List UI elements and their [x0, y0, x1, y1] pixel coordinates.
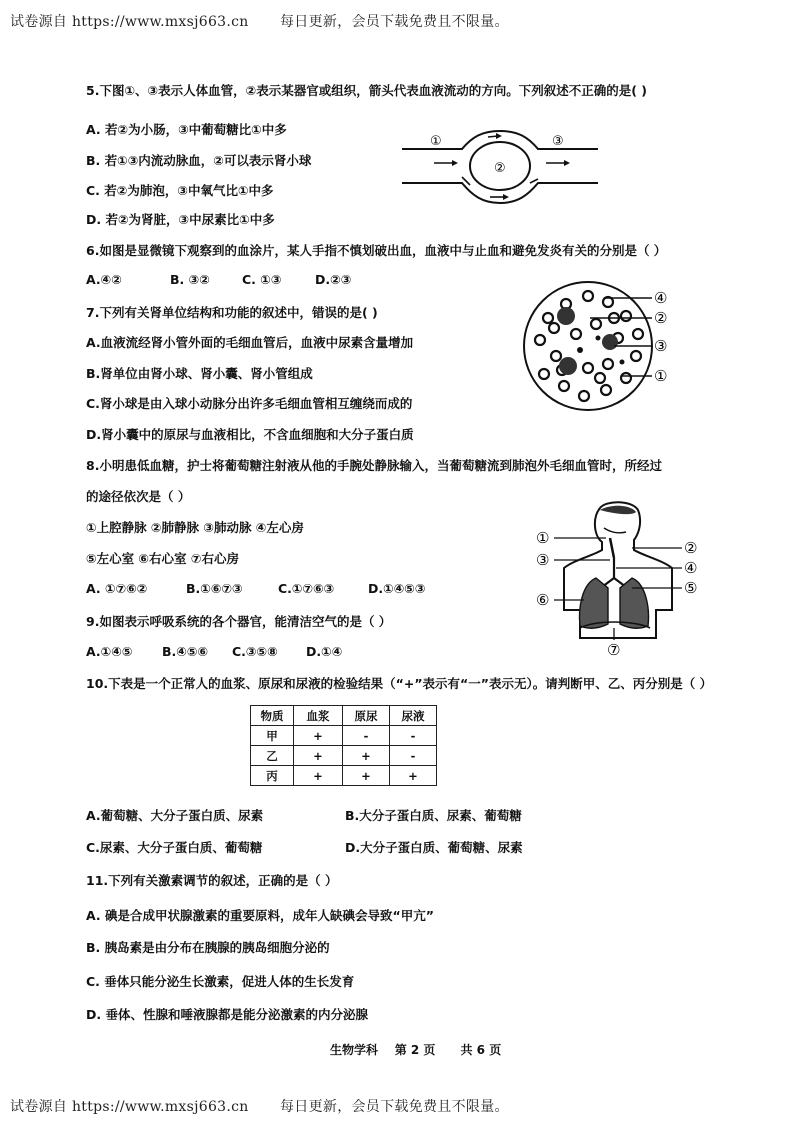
smear-label-3: ③	[654, 337, 668, 355]
table-cell: 甲	[251, 726, 294, 746]
q5-option-a: A. 若②为小肠，③中葡萄糖比①中多	[86, 122, 287, 137]
table-cell: +	[294, 766, 343, 786]
q5-option-c: C. 若②为肺泡，③中氧气比①中多	[86, 183, 274, 198]
watermark-bottom-site: 试卷源自 https://www.mxsj663.cn	[10, 1099, 249, 1115]
table-cell: +	[343, 746, 390, 766]
resp-label-5: ⑤	[684, 579, 698, 597]
resp-label-7: ⑦	[607, 641, 621, 658]
q11-option-b: B. 胰岛素是由分布在胰腺的胰岛细胞分泌的	[86, 940, 330, 955]
q8-items-line2: ⑤左心室 ⑥右心室 ⑦右心房	[86, 551, 239, 566]
q6-option-d: D.②③	[315, 272, 352, 287]
q10-result-table	[250, 705, 437, 786]
q6-option-a: A.④②	[86, 272, 122, 287]
table-cell: -	[390, 726, 437, 746]
resp-label-4: ④	[684, 559, 698, 577]
q11-option-a: A. 碘是合成甲状腺激素的重要原料，成年人缺碘会导致“甲亢”	[86, 908, 434, 923]
resp-label-1: ①	[536, 529, 550, 547]
table-cell: 乙	[251, 746, 294, 766]
vessel-label-3: ③	[552, 134, 564, 149]
q11-option-c: C. 垂体只能分泌生长激素，促进人体的生长发育	[86, 974, 355, 989]
q10-option-a: A.葡萄糖、大分子蛋白质、尿素	[86, 808, 264, 823]
q9-option-b: B.④⑤⑥	[162, 644, 209, 659]
table-header-row	[251, 706, 437, 726]
table-row	[251, 726, 437, 746]
q7-option-b: B.肾单位由肾小球、肾小囊、肾小管组成	[86, 366, 313, 381]
q7-option-c: C.肾小球是由入球小动脉分出许多毛细血管相互缠绕而成的	[86, 396, 413, 411]
watermark-top-site: 试卷源自 https://www.mxsj663.cn	[10, 14, 249, 30]
table-cell: +	[390, 766, 437, 786]
q7-option-d: D.肾小囊中的原尿与血液相比，不含血细胞和大分子蛋白质	[86, 427, 414, 442]
table-cell: 丙	[251, 766, 294, 786]
table-row	[251, 746, 437, 766]
table-cell: -	[390, 746, 437, 766]
blood-smear-diagram	[518, 278, 718, 418]
q8-option-a: A. ①⑦⑥②	[86, 581, 148, 596]
q8-stem-line2: 的途径依次是（ ）	[86, 489, 191, 504]
resp-label-2: ②	[684, 539, 698, 557]
blood-vessel-diagram	[400, 125, 600, 210]
q9-option-a: A.①④⑤	[86, 644, 133, 659]
vessel-label-1: ①	[430, 134, 442, 149]
q7-stem: 7.下列有关肾单位结构和功能的叙述中，错误的是( )	[86, 305, 378, 320]
q5-option-d: D. 若②为肾脏，③中尿素比①中多	[86, 212, 275, 227]
q8-option-d: D.①④⑤③	[368, 581, 426, 596]
q11-stem: 11.下列有关激素调节的叙述，正确的是（ ）	[86, 873, 338, 888]
resp-label-6: ⑥	[536, 591, 550, 609]
q6-stem: 6.如图是显微镜下观察到的血涂片，某人手指不慎划破出血，血液中与止血和避免发炎有关的分别是（ ）	[86, 243, 667, 258]
q7-option-a: A.血液流经肾小管外面的毛细血管后，血液中尿素含量增加	[86, 335, 414, 350]
q9-stem: 9.如图表示呼吸系统的各个器官，能清洁空气的是（ ）	[86, 614, 392, 629]
q11-option-d: D. 垂体、性腺和唾液腺都是能分泌激素的内分泌腺	[86, 1007, 368, 1022]
table-header-cell: 物质	[251, 706, 294, 726]
q5-stem: 5.下图①、③表示人体血管，②表示某器官或组织，箭头代表血液流动的方向。下列叙述不正确的是( )	[86, 83, 647, 98]
q10-option-d: D.大分子蛋白质、葡萄糖、尿素	[345, 840, 523, 855]
q10-option-c: C.尿素、大分子蛋白质、葡萄糖	[86, 840, 263, 855]
table-cell: -	[343, 726, 390, 746]
q8-items-line1: ①上腔静脉 ②肺静脉 ③肺动脉 ④左心房	[86, 520, 304, 535]
vessel-label-2: ②	[494, 161, 506, 176]
q10-stem: 10.下表是一个正常人的血浆、原尿和尿液的检验结果（“+”表示有“一”表示无）。请判断甲、乙、丙分别是（ ）	[86, 676, 713, 691]
respiratory-system-diagram	[534, 498, 714, 658]
table-header-cell: 血浆	[294, 706, 343, 726]
q5-option-b: B. 若①③内流动脉血，②可以表示肾小球	[86, 153, 312, 168]
smear-label-1: ①	[654, 367, 668, 385]
q9-option-c: C.③⑤⑧	[232, 644, 278, 659]
q6-option-b: B. ③②	[170, 272, 210, 287]
smear-label-2: ②	[654, 309, 668, 327]
table-cell: +	[294, 726, 343, 746]
q9-option-d: D.①④	[306, 644, 343, 659]
q8-stem-line1: 8.小明患低血糖，护士将葡萄糖注射液从他的手腕处静脉输入，当葡萄糖流到肺泡外毛细血管时，所经过	[86, 458, 662, 473]
table-cell: +	[294, 746, 343, 766]
page-footer: 生物学科 第 2 页 共 6 页	[330, 1043, 502, 1057]
table-row	[251, 766, 437, 786]
q10-option-b: B.大分子蛋白质、尿素、葡萄糖	[345, 808, 522, 823]
q8-option-c: C.①⑦⑥③	[278, 581, 335, 596]
q6-option-c: C. ①③	[242, 272, 282, 287]
table-header-cell: 原尿	[343, 706, 390, 726]
table-header-cell: 尿液	[390, 706, 437, 726]
watermark-bottom-slogan: 每日更新，会员下载免费且不限量。	[280, 1099, 509, 1115]
smear-label-4: ④	[654, 289, 668, 307]
watermark-top-slogan: 每日更新，会员下载免费且不限量。	[280, 14, 509, 30]
table-cell: +	[343, 766, 390, 786]
resp-label-3: ③	[536, 551, 550, 569]
q8-option-b: B.①⑥⑦③	[186, 581, 243, 596]
